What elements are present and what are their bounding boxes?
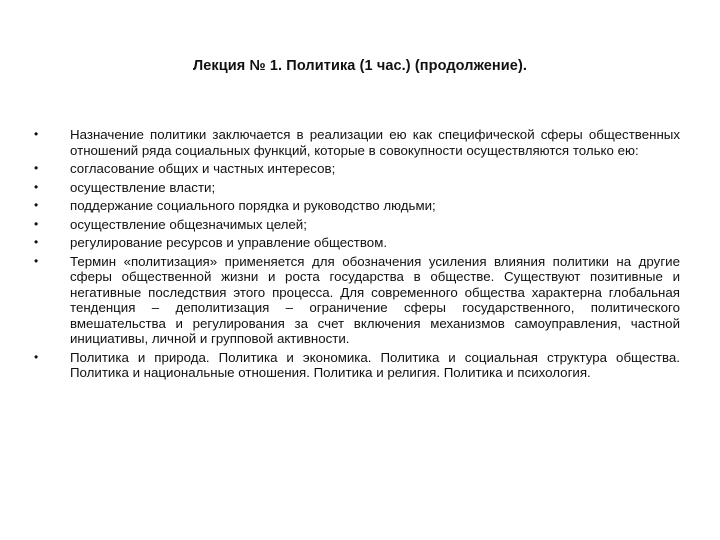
slide-title: Лекция № 1. Политика (1 час.) (продолжение). bbox=[192, 58, 528, 74]
list-item bbox=[30, 161, 680, 177]
bullet-icon: • bbox=[34, 349, 39, 364]
bullet-icon: • bbox=[34, 253, 39, 268]
bullet-icon: • bbox=[34, 161, 39, 175]
bullet-icon: • bbox=[34, 198, 39, 212]
list-item bbox=[30, 127, 680, 158]
list-item-text: осуществление общезначимых целей; bbox=[70, 216, 307, 232]
bullet-icon: • bbox=[34, 235, 39, 249]
list-item bbox=[30, 254, 680, 347]
list-item-text: регулирование ресурсов и управление обществом. bbox=[70, 235, 388, 250]
list-item-text: Термин «политизация» применяется для обозначения усиления влияния политики на другие сферы общественной жизни и роста государства в обществе. Существуют позитивные и негативные последствия этого процесса. Для современного общества характерна глобальная тенденция – деполитизация – ограничение сферы государственного, политического вмешательства и регулирования за счет включения механизмов самоуправления, частной инициативы, личной и групповой активности. bbox=[70, 253, 680, 346]
list-item bbox=[30, 180, 680, 196]
list-item-text: Назначение политики заключается в реализации ею как специфической сферы общественных отношений ряда социальных функций, которые в совокупности осуществляются только ею: bbox=[70, 127, 680, 158]
list-item-text: Политика и природа. Политика и экономика. Политика и социальная структура общества. Политика и национальные отношения. Политика и религия. Политика и психология. bbox=[70, 349, 680, 380]
list-item-text: согласование общих и частных интересов; bbox=[70, 161, 336, 176]
bullet-list bbox=[30, 127, 680, 384]
list-item bbox=[30, 350, 680, 381]
bullet-icon: • bbox=[34, 179, 39, 194]
list-item-text: осуществление власти; bbox=[70, 179, 216, 195]
bullet-icon: • bbox=[34, 127, 39, 141]
list-item bbox=[30, 217, 680, 233]
list-item bbox=[30, 198, 680, 214]
list-item-text: поддержание социального порядка и руководство людьми; bbox=[70, 198, 436, 213]
bullet-icon: • bbox=[34, 216, 39, 231]
list-item bbox=[30, 235, 680, 251]
